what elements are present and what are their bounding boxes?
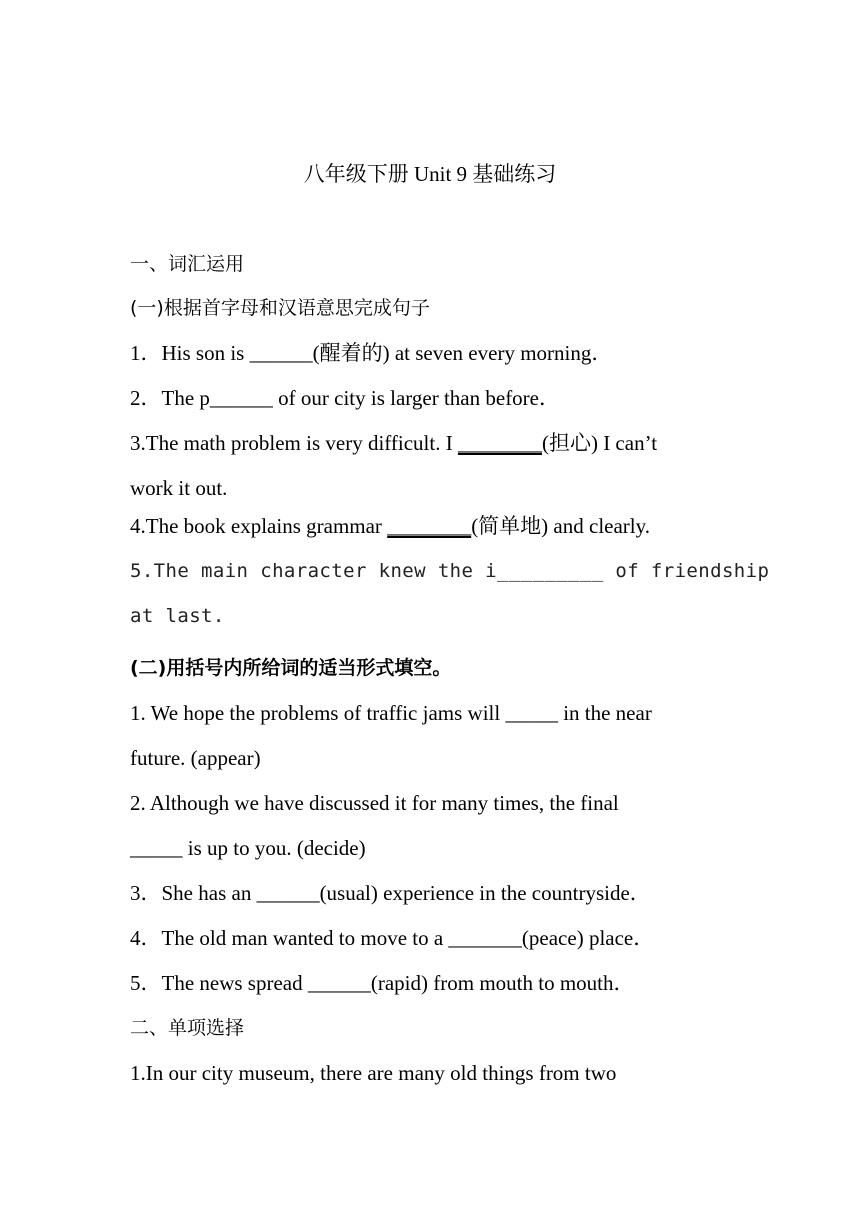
question-1-3-continued: work it out. xyxy=(130,476,228,500)
question-1-4-blank: ________ xyxy=(387,514,472,538)
section-heading-vocabulary: 一、词汇运用 xyxy=(130,253,245,275)
question-1-3-blank: ________ xyxy=(457,431,542,455)
question-2-1-continued: future. (appear) xyxy=(130,746,261,770)
question-1-3 xyxy=(130,429,657,457)
question-1-5: 5.The main character knew the i_________ of friendship xyxy=(130,560,770,582)
question-2-5: 5．The news spread ______(rapid) from mouth to mouth． xyxy=(130,971,635,995)
question-1-3-suffix: (担心) I can’t xyxy=(541,431,658,455)
question-1-4-prefix: 4.The book explains grammar xyxy=(130,514,388,538)
question-2-2-continued: _____ is up to you. (decide) xyxy=(130,836,366,860)
question-2-1: 1. We hope the problems of traffic jams will _____ in the near xyxy=(130,701,652,725)
question-1-4-suffix: (简单地) and clearly. xyxy=(471,514,651,538)
page-title: 八年级下册 Unit 9 基础练习 xyxy=(303,162,557,186)
question-1-1: 1．His son is ______(醒着的) at seven every morning． xyxy=(130,341,613,365)
question-1-5-continued: at last. xyxy=(130,605,225,627)
question-2-4: 4．The old man wanted to move to a _______(peace) place． xyxy=(130,926,655,950)
section-heading-multiple-choice: 二、单项选择 xyxy=(130,1017,245,1039)
question-1-2: 2．The p______ of our city is larger than before． xyxy=(130,386,560,410)
question-3-1: 1.In our city museum, there are many old things from two xyxy=(130,1061,617,1085)
question-1-4 xyxy=(130,512,650,540)
question-1-3-prefix: 3.The math problem is very difficult. I xyxy=(130,431,458,455)
question-2-2: 2. Although we have discussed it for many times, the final xyxy=(130,791,619,815)
part-heading-word-forms: (二)用括号内所给词的适当形式填空。 xyxy=(130,657,452,679)
part-heading-initial-letters: (一)根据首字母和汉语意思完成句子 xyxy=(130,297,430,319)
question-2-3: 3．She has an ______(usual) experience in the countryside． xyxy=(130,881,651,905)
